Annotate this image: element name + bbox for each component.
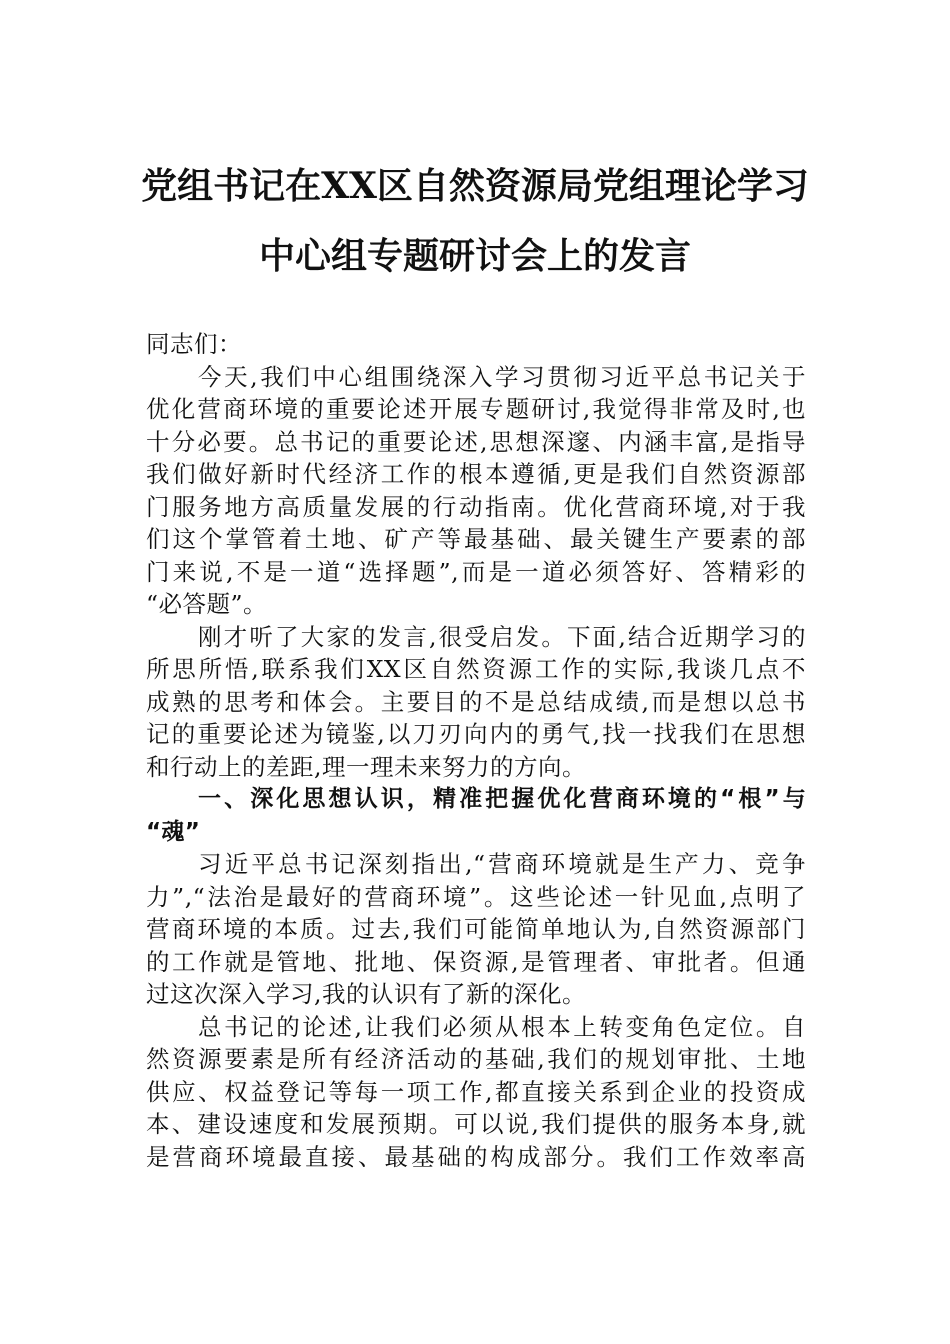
paragraph-3-line: 营商环境的本质。过去,我们可能简单地认为,自然资源部门 [146, 915, 806, 943]
document-title-line-1: 党组书记在XX区自然资源局党组理论学习 [141, 165, 809, 207]
paragraph-4-line: 供应、权益登记等每一项工作,都直接关系到企业的投资成 [146, 1077, 806, 1106]
paragraph-1-line: 十分必要。总书记的重要论述,思想深邃、内涵丰富,是指导 [146, 427, 806, 456]
paragraph-1-line: “必答题”。 [146, 590, 268, 618]
paragraph-4-line: 总书记的论述,让我们必须从根本上转变角色定位。自 [198, 1012, 806, 1041]
paragraph-1-line: 今天,我们中心组围绕深入学习贯彻习近平总书记关于 [198, 362, 806, 391]
paragraph-3-line: 过这次深入学习,我的认识有了新的深化。 [146, 980, 586, 1008]
paragraph-4-line: 是营商环境最直接、最基础的构成部分。我们工作效率高 [146, 1142, 806, 1171]
paragraph-4-line: 然资源要素是所有经济活动的基础,我们的规划审批、土地 [146, 1045, 806, 1073]
section-heading-1: 一、深化思想认识，精准把握优化营商环境的“根”与 [198, 786, 806, 812]
paragraph-2-line: 成熟的思考和体会。主要目的不是总结成绩,而是想以总书 [146, 687, 806, 716]
paragraph-2-line: 所思所悟,联系我们XX区自然资源工作的实际,我谈几点不 [146, 655, 806, 683]
paragraph-2-line: 记的重要论述为镜鉴,以刀刃向内的勇气,找一找我们在思想 [146, 720, 806, 748]
paragraph-1-line: 门来说,不是一道“选择题”,而是一道必须答好、答精彩的 [146, 557, 806, 586]
paragraph-1-line: 门服务地方高质量发展的行动指南。优化营商环境,对于我 [146, 492, 806, 521]
document-title-line-2: 中心组专题研讨会上的发言 [258, 235, 691, 277]
paragraph-3-line: 的工作就是管地、批地、保资源,是管理者、审批者。但通 [146, 947, 806, 976]
paragraph-2-line: 刚才听了大家的发言,很受启发。下面,结合近期学习的 [198, 622, 806, 651]
paragraph-3-line: 力”,“法治是最好的营商环境”。这些论述一针见血,点明了 [146, 882, 806, 911]
paragraph-1-line: 我们做好新时代经济工作的根本遵循,更是我们自然资源部 [146, 460, 806, 488]
section-heading-1-continued: “魂” [146, 818, 201, 845]
paragraph-4-line: 本、建设速度和发展预期。可以说,我们提供的服务本身,就 [146, 1110, 806, 1138]
paragraph-2-line: 和行动上的差距,理一理未来努力的方向。 [146, 752, 586, 781]
paragraph-1-line: 们这个掌管着土地、矿产等最基础、最关键生产要素的部 [146, 525, 806, 553]
salutation: 同志们： [146, 330, 242, 358]
paragraph-1-line: 优化营商环境的重要论述开展专题研讨,我觉得非常及时,也 [146, 395, 806, 423]
paragraph-3-line: 习近平总书记深刻指出,“营商环境就是生产力、竞争 [198, 850, 806, 878]
document-body [146, 328, 806, 1173]
